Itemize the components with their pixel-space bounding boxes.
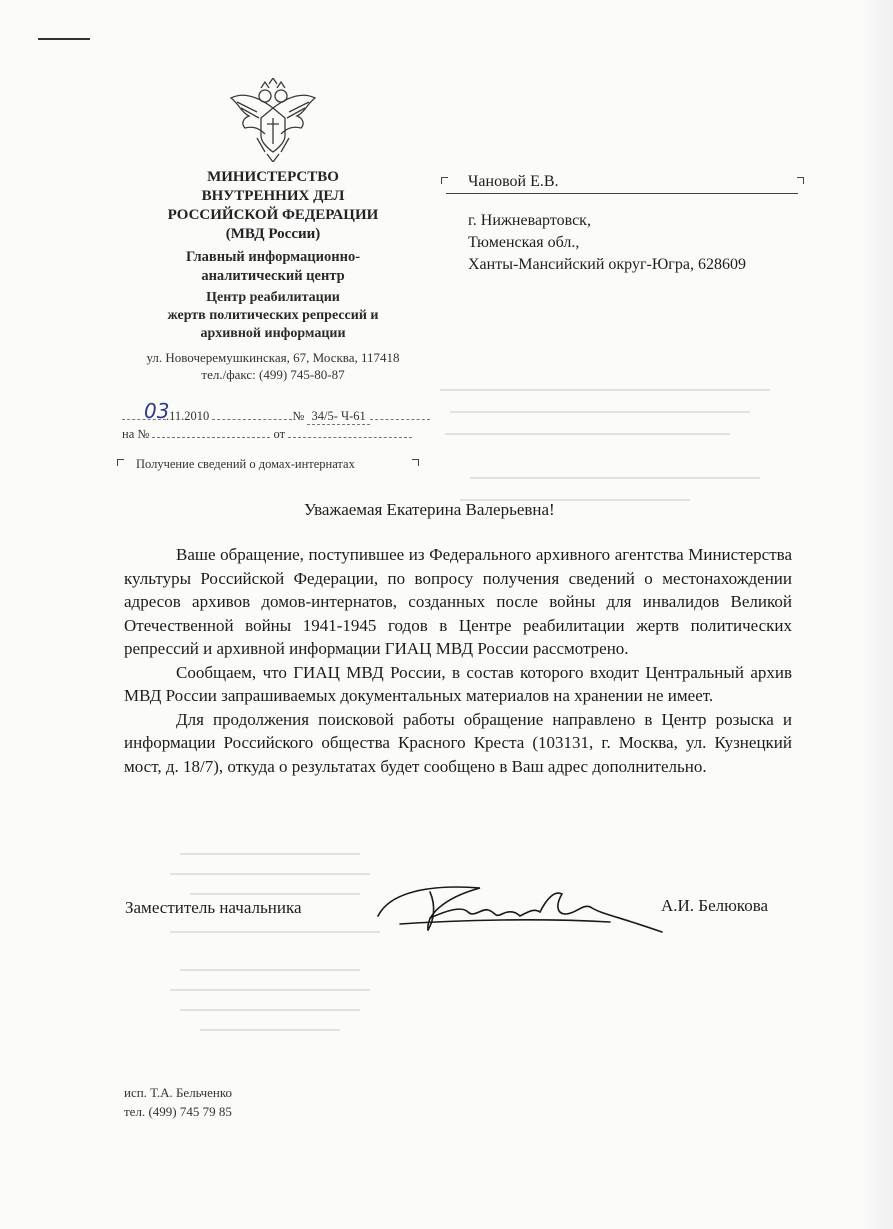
body-paragraph: Ваше обращение, поступившее из Федерального архивного агентства Министерства культуры Российской Федерации, по вопросу получения сведений о местонахождении адресов архивов домов-интернатов, созданных после войны для инвалидов Великой Отечественной войны 1941-1945 годов в Центре реабилитации жертв политических репрессий и архивной информации ГИАЦ МВД России рассмотрено. — [124, 545, 792, 658]
date-rest: .11.2010 — [166, 409, 210, 423]
incoming-number-label: на № — [122, 427, 150, 441]
body-paragraph: Для продолжения поисковой работы обращение направлено в Центр розыска и информации Российского общества Красного Креста (103131, г. Москва, ул. Кузнецкий мост, д. 18/7), откуда о результатах будет сообщено в Ваш адрес дополнительно. — [124, 709, 792, 776]
signatory-title: Заместитель начальника — [125, 898, 302, 917]
letter-body — [124, 543, 792, 778]
outgoing-reference — [122, 409, 430, 425]
bleed-through-texture — [140, 840, 400, 1080]
paper-edge — [863, 0, 893, 1229]
recipient-block — [446, 171, 806, 276]
body-paragraph: Сообщаем, что ГИАЦ МВД России, в состав которого входит Центральный архив МВД России запрашиваемых документальных материалов на хранении не имеет. — [124, 662, 792, 705]
from-label: от — [273, 427, 286, 441]
outgoing-number: 34/5- Ч-61 — [307, 409, 369, 425]
incoming-reference — [122, 427, 412, 442]
recipient-name: Чановой Е.В. — [446, 171, 798, 194]
executor-info — [124, 1083, 232, 1121]
subject-bracket-left — [117, 459, 124, 466]
subject-line: Получение сведений о домах-интернатах — [136, 457, 355, 471]
number-label: № — [292, 409, 305, 423]
salutation: Уважаемая Екатерина Валерьевна! — [304, 500, 555, 519]
letterhead-address: ул. Новочеремушкинская, 67, Москва, 117418 тел./факс: (499) 745-80-87 — [118, 349, 428, 383]
recipient-address: г. Нижневартовск, Тюменская обл., Ханты-Мансийский округ-Югра, 628609 — [468, 212, 746, 273]
letterhead — [118, 78, 428, 383]
executor-phone: тел. (499) 745 79 85 — [124, 1104, 232, 1119]
top-margin-mark — [38, 38, 90, 40]
department-name: Главный информационно- аналитический центр — [185, 249, 361, 284]
handwritten-signature — [370, 872, 670, 942]
letterhead-phone: тел./факс: (499) 745-80-87 — [201, 367, 345, 382]
mvd-emblem-icon — [227, 78, 319, 162]
executor-name: исп. Т.А. Бельченко — [124, 1085, 233, 1100]
ministry-name: МИНИСТЕРСТВО ВНУТРЕННИХ ДЕЛ РОССИЙСКОЙ ФЕДЕРАЦИИ (МВД России) — [167, 169, 379, 242]
signatory-name: А.И. Белюкова — [661, 896, 769, 915]
center-name: Центр реабилитации жертв политических репрессий и архивной информации — [167, 290, 379, 341]
handwritten-date-day: 03 — [144, 399, 170, 423]
